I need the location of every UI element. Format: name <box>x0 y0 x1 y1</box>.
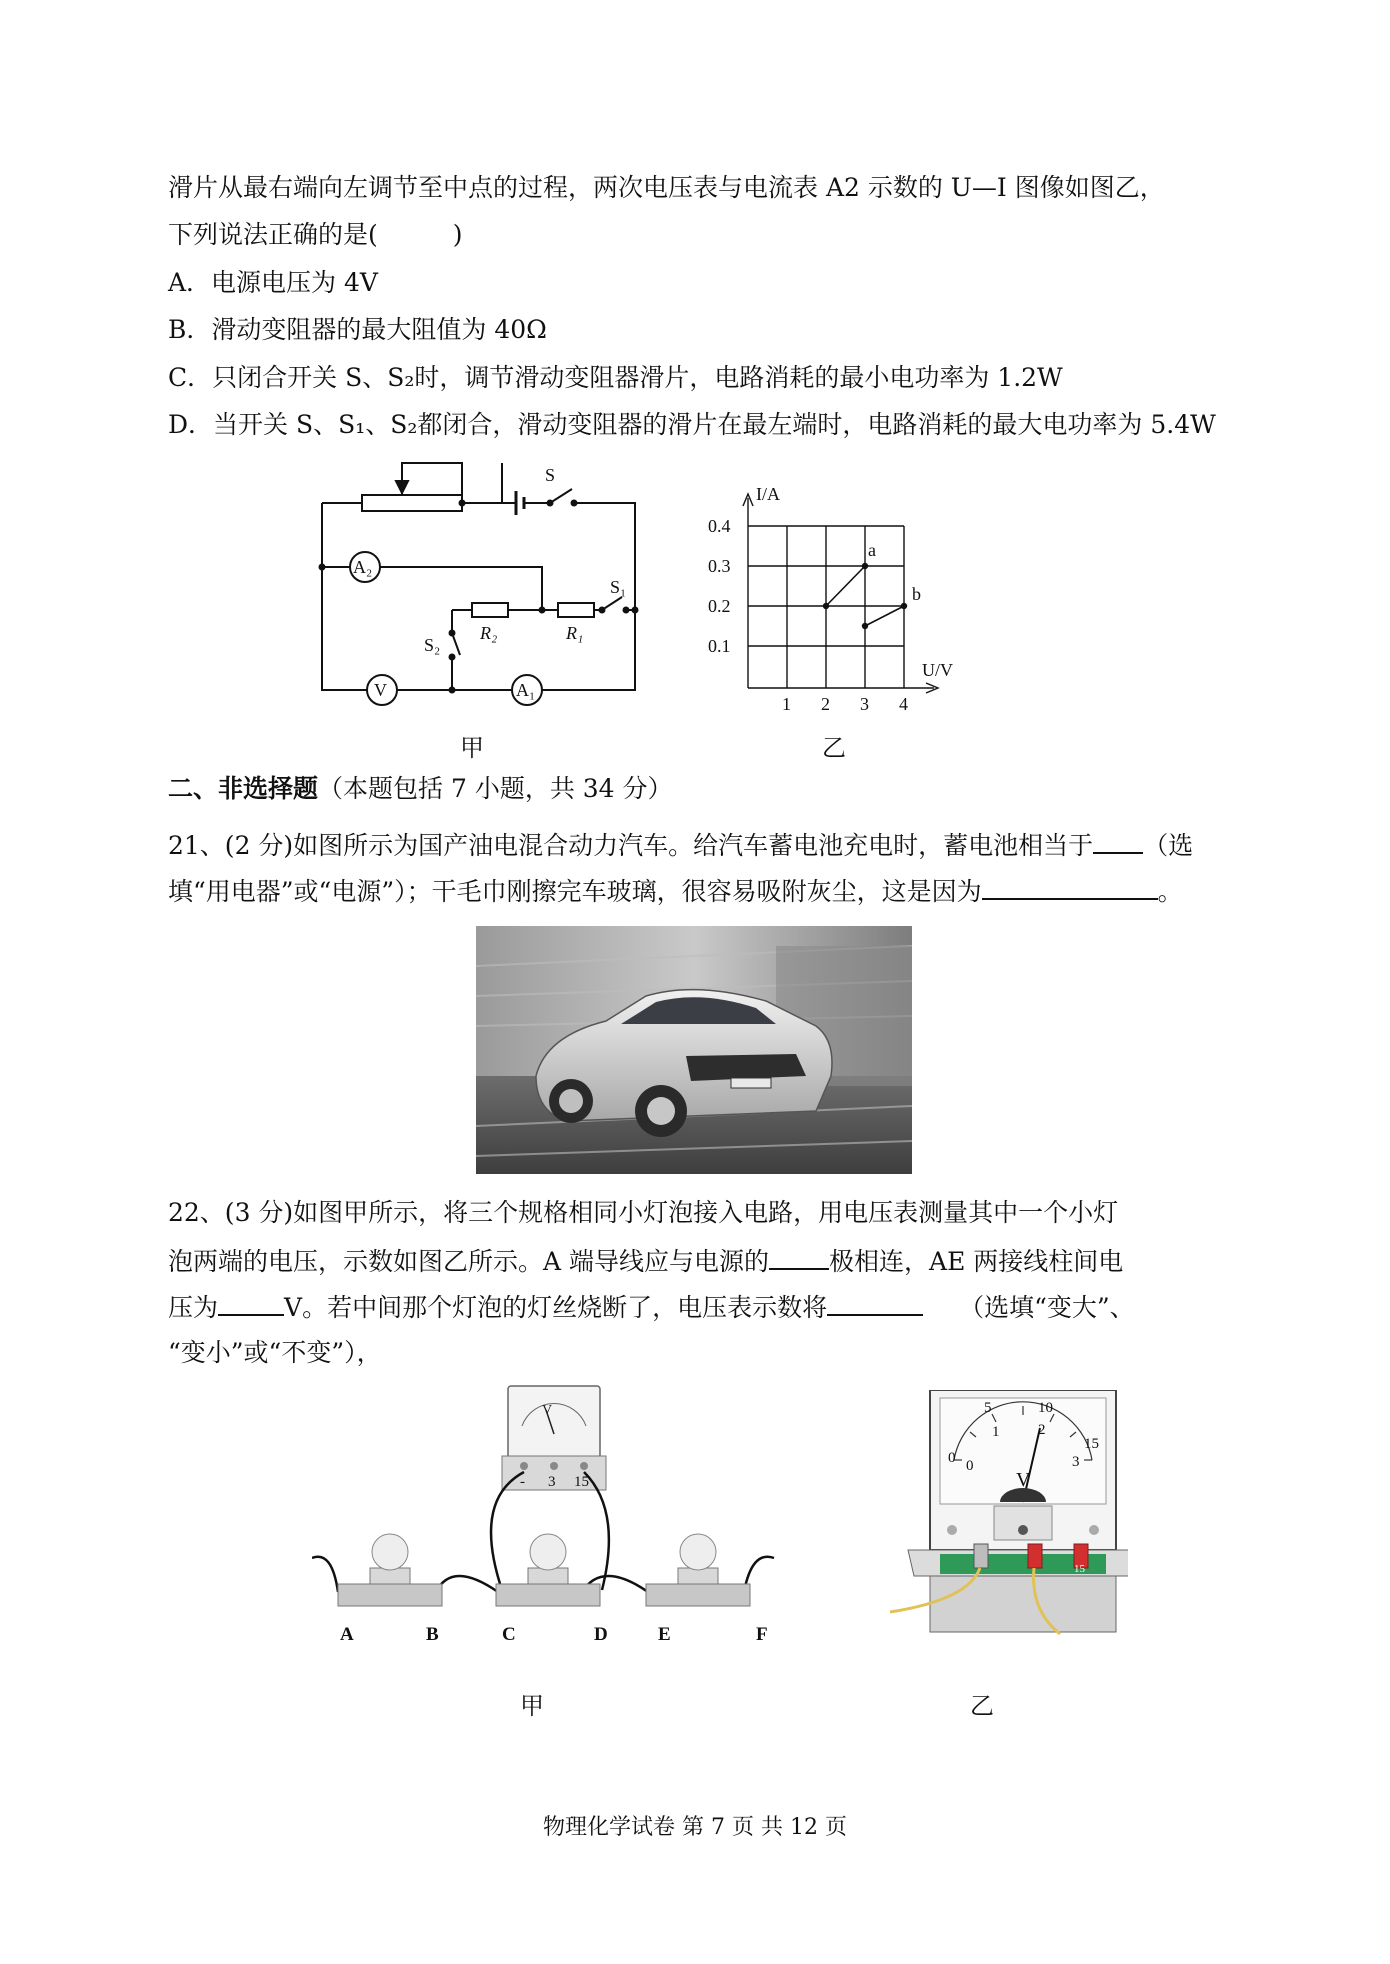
q21-text-line-2 <box>168 874 1183 909</box>
circuit-label-s1: S₁ <box>610 577 627 597</box>
section-2-note: （本题包括 7 小题，共 34 分） <box>318 774 673 803</box>
ui-graph <box>700 480 990 720</box>
q22-text-line-2 <box>168 1244 1123 1279</box>
q20-option-b: B．滑动变阻器的最大阻值为 40Ω <box>168 315 547 344</box>
circuit-label-a2: A₂ <box>353 557 373 577</box>
scale-outer-10: 10 <box>1038 1400 1053 1416</box>
q22-text-line-3 <box>168 1290 1135 1325</box>
circuit-label-v: V <box>374 680 387 700</box>
graph-line-label-a: a <box>868 540 876 560</box>
scale-outer-15: 15 <box>1084 1436 1099 1452</box>
q22-blank-2[interactable] <box>218 1290 284 1316</box>
bulb-circuit-figure <box>312 1380 812 1660</box>
q21-blank-1[interactable] <box>1093 828 1143 854</box>
q22-text-2a: 泡两端的电压，示数如图乙所示。A 端导线应与电源的 <box>168 1247 770 1276</box>
graph-y-tick-0.4: 0.4 <box>708 516 731 536</box>
terminal-label-c: C <box>502 1624 516 1645</box>
graph-x-tick-1: 1 <box>782 694 791 714</box>
section-2-heading <box>168 772 673 806</box>
terminal-label-b: B <box>426 1624 439 1645</box>
q22-text-2b: 极相连，AE 两接线柱间电 <box>829 1247 1124 1276</box>
q21-text-1a: 21、(2 分)如图所示为国产油电混合动力汽车。给汽车蓄电池充电时，蓄电池相当于 <box>168 831 1094 860</box>
q22-blank-1[interactable] <box>769 1244 829 1270</box>
q22-text-line-1: 22、(3 分)如图甲所示，将三个规格相同小灯泡接入电路，用电压表测量其中一个小灯 <box>168 1198 1119 1227</box>
graph-y-axis-label: I/A <box>756 484 780 504</box>
circuit-diagram <box>310 455 660 755</box>
voltmeter-terminal-15: 15 <box>574 1474 589 1490</box>
page-footer: 物理化学试卷 第 7 页 共 12 页 <box>543 1815 847 1840</box>
voltmeter-letter: V <box>1016 1469 1031 1491</box>
terminal-label-e: E <box>658 1624 671 1645</box>
graph-y-tick-0.2: 0.2 <box>708 596 731 616</box>
q21-text-2a: 填“用电器”或“电源”）；干毛巾刚擦完车玻璃，很容易吸附灰尘，这是因为 <box>168 877 982 906</box>
circuit-label-s: S <box>545 465 556 485</box>
scale-inner-1: 1 <box>992 1424 1000 1440</box>
graph-x-tick-4: 4 <box>899 694 908 714</box>
terminal-label-a: A <box>340 1624 354 1645</box>
q21-text-1b: （选 <box>1143 831 1194 860</box>
bulb-figure-caption: 甲 <box>520 1692 544 1720</box>
q20-option-c: C．只闭合开关 S、S₂时，调节滑动变阻器滑片，电路消耗的最小电功率为 1.2W <box>168 363 1063 392</box>
q20-option-a: A．电源电压为 4V <box>168 268 378 297</box>
terminal-label-d: D <box>594 1624 608 1645</box>
voltmeter-terminal-neg: - <box>520 1474 525 1490</box>
q20-text-line-1: 滑片从最右端向左调节至中点的过程，两次电压表与电流表 A2 示数的 U—I 图像如图乙， <box>168 173 1165 202</box>
circuit-label-a1: A₁ <box>516 680 536 700</box>
section-2-title: 二、非选择题 <box>168 774 319 803</box>
circuit-caption: 甲 <box>460 734 484 762</box>
scale-inner-3: 3 <box>1072 1454 1080 1470</box>
voltmeter-figure-caption: 乙 <box>970 1692 994 1720</box>
voltmeter-letter-small: V <box>542 1403 553 1418</box>
graph-x-tick-3: 3 <box>860 694 869 714</box>
q20-text-line-2: 下列说法正确的是( ) <box>168 220 463 249</box>
q21-text-line-1 <box>168 828 1193 863</box>
circuit-label-r1: R₁ <box>566 623 584 643</box>
scale-inner-2: 2 <box>1038 1422 1046 1438</box>
scale-inner-0: 0 <box>966 1458 974 1474</box>
hybrid-car-photo <box>476 926 912 1174</box>
terminal-label-f: F <box>756 1624 768 1645</box>
voltmeter-figure <box>888 1390 1128 1662</box>
q22-blank-3[interactable] <box>827 1290 923 1316</box>
graph-x-tick-2: 2 <box>821 694 830 714</box>
q22-text-3b: V。若中间那个灯泡的灯丝烧断了，电压表示数将 <box>284 1293 828 1322</box>
graph-y-tick-0.1: 0.1 <box>708 636 731 656</box>
q20-option-d: D．当开关 S、S₁、S₂都闭合，滑动变阻器的滑片在最左端时，电路消耗的最大电功率为 5.4W <box>168 410 1216 439</box>
circuit-label-r2: R₂ <box>480 623 498 643</box>
scale-outer-5: 5 <box>984 1400 992 1416</box>
voltmeter-terminal-3: 3 <box>548 1474 556 1490</box>
q21-blank-2[interactable] <box>982 874 1158 900</box>
graph-y-tick-0.3: 0.3 <box>708 556 731 576</box>
terminal-15-label: 15 <box>1074 1563 1085 1575</box>
scale-outer-0: 0 <box>948 1450 956 1466</box>
q22-text-line-4: “变小”或“不变”）， <box>168 1338 382 1367</box>
circuit-label-s2: S₂ <box>424 635 441 655</box>
graph-caption: 乙 <box>822 734 846 762</box>
graph-x-axis-label: U/V <box>922 660 953 680</box>
q21-text-2b: 。 <box>1157 877 1183 906</box>
q22-text-3c: （选填“变大”、 <box>959 1293 1135 1322</box>
q22-text-3a: 压为 <box>168 1293 219 1322</box>
graph-line-label-b: b <box>912 584 921 604</box>
